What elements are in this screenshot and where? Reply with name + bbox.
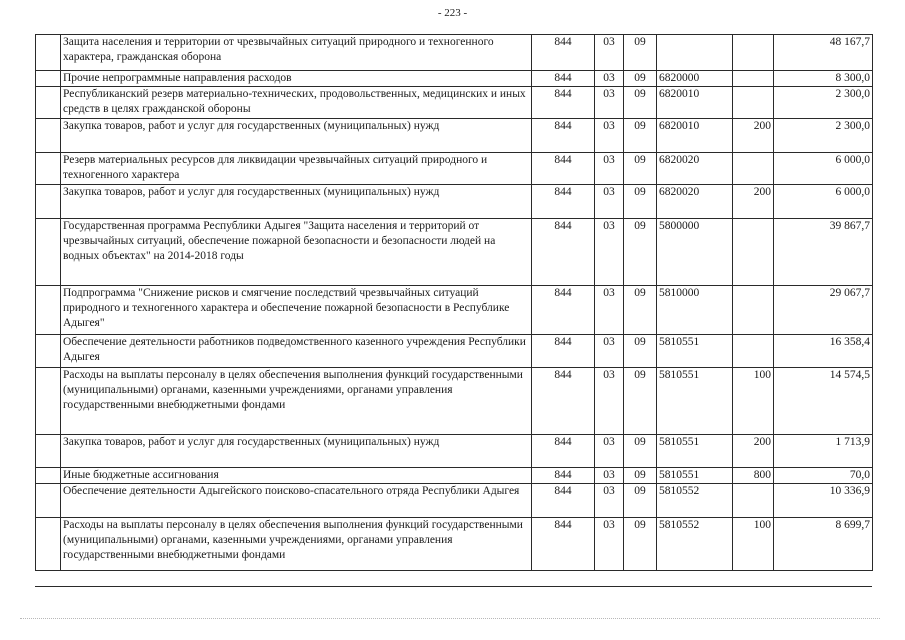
expense-type-cell: 200 <box>733 185 774 219</box>
expense-type-cell: 800 <box>733 468 774 484</box>
ministry-code-cell: 844 <box>532 286 595 335</box>
budget-table-body <box>36 35 873 571</box>
table-row <box>36 468 873 484</box>
expense-type-cell <box>733 71 774 87</box>
target-item-cell: 5810551 <box>657 435 733 468</box>
ministry-code-cell: 844 <box>532 484 595 518</box>
expense-name-cell: Расходы на выплаты персоналу в целях обеспечения выполнения функций государственными (муниципальными) органами, казенными учреждениями, органами управления государственными внебюджетными фондами <box>61 368 532 435</box>
expense-name-cell: Расходы на выплаты персоналу в целях обеспечения выполнения функций государственными (муниципальными) органами, казенными учреждениями, органами управления государственными внебюджетными фондами <box>61 518 532 571</box>
amount-cell: 6 000,0 <box>774 153 873 185</box>
subsection-code-cell: 09 <box>624 119 657 153</box>
section-code-cell: 03 <box>595 87 624 119</box>
ministry-code-cell: 844 <box>532 368 595 435</box>
expense-name-cell: Обеспечение деятельности работников подведомственного казенного учреждения Республики Адыгея <box>61 335 532 368</box>
expense-name-cell: Иные бюджетные ассигнования <box>61 468 532 484</box>
subsection-code-cell: 09 <box>624 87 657 119</box>
amount-cell: 6 000,0 <box>774 185 873 219</box>
expense-name-cell: Прочие непрограммные направления расходов <box>61 71 532 87</box>
table-row <box>36 435 873 468</box>
subsection-code-cell: 09 <box>624 286 657 335</box>
row-indent-cell <box>36 518 61 571</box>
budget-table <box>35 34 873 571</box>
expense-name-cell: Республиканский резерв материально-технических, продовольственных, медицинских и иных средств в целях гражданской обороны <box>61 87 532 119</box>
ministry-code-cell: 844 <box>532 468 595 484</box>
target-item-cell: 6820020 <box>657 185 733 219</box>
amount-cell: 2 300,0 <box>774 87 873 119</box>
ministry-code-cell: 844 <box>532 335 595 368</box>
row-indent-cell <box>36 87 61 119</box>
target-item-cell: 5810551 <box>657 335 733 368</box>
target-item-cell <box>657 35 733 71</box>
row-indent-cell <box>36 286 61 335</box>
expense-type-cell <box>733 35 774 71</box>
subsection-code-cell: 09 <box>624 185 657 219</box>
row-indent-cell <box>36 435 61 468</box>
ministry-code-cell: 844 <box>532 87 595 119</box>
amount-cell: 48 167,7 <box>774 35 873 71</box>
target-item-cell: 6820020 <box>657 153 733 185</box>
amount-cell: 1 713,9 <box>774 435 873 468</box>
table-row <box>36 286 873 335</box>
section-code-cell: 03 <box>595 35 624 71</box>
row-indent-cell <box>36 185 61 219</box>
section-code-cell: 03 <box>595 435 624 468</box>
row-indent-cell <box>36 71 61 87</box>
target-item-cell: 6820010 <box>657 87 733 119</box>
amount-cell: 16 358,4 <box>774 335 873 368</box>
section-code-cell: 03 <box>595 119 624 153</box>
table-row <box>36 185 873 219</box>
target-item-cell: 6820010 <box>657 119 733 153</box>
section-code-cell: 03 <box>595 484 624 518</box>
subsection-code-cell: 09 <box>624 219 657 286</box>
expense-type-cell <box>733 87 774 119</box>
expense-type-cell <box>733 484 774 518</box>
table-row <box>36 219 873 286</box>
subsection-code-cell: 09 <box>624 435 657 468</box>
section-code-cell: 03 <box>595 335 624 368</box>
amount-cell: 39 867,7 <box>774 219 873 286</box>
target-item-cell: 5810552 <box>657 484 733 518</box>
expense-type-cell: 200 <box>733 435 774 468</box>
table-row <box>36 518 873 571</box>
amount-cell: 8 300,0 <box>774 71 873 87</box>
row-indent-cell <box>36 335 61 368</box>
ministry-code-cell: 844 <box>532 435 595 468</box>
row-indent-cell <box>36 219 61 286</box>
subsection-code-cell: 09 <box>624 368 657 435</box>
section-code-cell: 03 <box>595 518 624 571</box>
expense-name-cell: Обеспечение деятельности Адыгейского поисково-спасательного отряда Республики Адыгея <box>61 484 532 518</box>
subsection-code-cell: 09 <box>624 518 657 571</box>
expense-name-cell: Защита населения и территории от чрезвычайных ситуаций природного и техногенного характера, гражданская оборона <box>61 35 532 71</box>
target-item-cell: 5810551 <box>657 368 733 435</box>
ministry-code-cell: 844 <box>532 185 595 219</box>
row-indent-cell <box>36 468 61 484</box>
target-item-cell: 5810551 <box>657 468 733 484</box>
expense-name-cell: Резерв материальных ресурсов для ликвидации чрезвычайных ситуаций природного и техногенного характера <box>61 153 532 185</box>
target-item-cell: 5810552 <box>657 518 733 571</box>
target-item-cell: 5810000 <box>657 286 733 335</box>
row-indent-cell <box>36 153 61 185</box>
expense-type-cell <box>733 219 774 286</box>
table-row <box>36 335 873 368</box>
table-bottom-border <box>35 586 872 587</box>
ministry-code-cell: 844 <box>532 518 595 571</box>
subsection-code-cell: 09 <box>624 35 657 71</box>
ministry-code-cell: 844 <box>532 119 595 153</box>
subsection-code-cell: 09 <box>624 71 657 87</box>
amount-cell: 10 336,9 <box>774 484 873 518</box>
amount-cell: 2 300,0 <box>774 119 873 153</box>
table-row <box>36 484 873 518</box>
table-row <box>36 119 873 153</box>
target-item-cell: 5800000 <box>657 219 733 286</box>
amount-cell: 8 699,7 <box>774 518 873 571</box>
expense-type-cell: 100 <box>733 518 774 571</box>
amount-cell: 29 067,7 <box>774 286 873 335</box>
section-code-cell: 03 <box>595 219 624 286</box>
target-item-cell: 6820000 <box>657 71 733 87</box>
expense-name-cell: Государственная программа Республики Адыгея "Защита населения и территорий от чрезвычайных ситуаций, обеспечение пожарной безопасности и безопасности людей на водных объектах" на 2014-2018 годы <box>61 219 532 286</box>
amount-cell: 14 574,5 <box>774 368 873 435</box>
section-code-cell: 03 <box>595 368 624 435</box>
expense-type-cell <box>733 286 774 335</box>
row-indent-cell <box>36 368 61 435</box>
row-indent-cell <box>36 119 61 153</box>
table-row <box>36 153 873 185</box>
section-code-cell: 03 <box>595 468 624 484</box>
expense-name-cell: Закупка товаров, работ и услуг для государственных (муниципальных) нужд <box>61 435 532 468</box>
expense-type-cell <box>733 153 774 185</box>
ministry-code-cell: 844 <box>532 71 595 87</box>
ministry-code-cell: 844 <box>532 219 595 286</box>
expense-type-cell: 100 <box>733 368 774 435</box>
subsection-code-cell: 09 <box>624 484 657 518</box>
subsection-code-cell: 09 <box>624 335 657 368</box>
amount-cell: 70,0 <box>774 468 873 484</box>
section-code-cell: 03 <box>595 185 624 219</box>
subsection-code-cell: 09 <box>624 153 657 185</box>
section-code-cell: 03 <box>595 71 624 87</box>
ministry-code-cell: 844 <box>532 153 595 185</box>
subsection-code-cell: 09 <box>624 468 657 484</box>
row-indent-cell <box>36 35 61 71</box>
expense-name-cell: Закупка товаров, работ и услуг для государственных (муниципальных) нужд <box>61 119 532 153</box>
ministry-code-cell: 844 <box>532 35 595 71</box>
table-row <box>36 71 873 87</box>
page-number: - 223 - <box>437 7 468 19</box>
expense-type-cell <box>733 335 774 368</box>
table-row <box>36 87 873 119</box>
section-code-cell: 03 <box>595 286 624 335</box>
expense-name-cell: Подпрограмма "Снижение рисков и смягчение последствий чрезвычайных ситуаций природного и техногенного характера и обеспечение пожарной безопасности в Республике Адыгея" <box>61 286 532 335</box>
table-row <box>36 35 873 71</box>
expense-type-cell: 200 <box>733 119 774 153</box>
scan-artifact-line <box>20 618 880 623</box>
expense-name-cell: Закупка товаров, работ и услуг для государственных (муниципальных) нужд <box>61 185 532 219</box>
section-code-cell: 03 <box>595 153 624 185</box>
table-row <box>36 368 873 435</box>
row-indent-cell <box>36 484 61 518</box>
